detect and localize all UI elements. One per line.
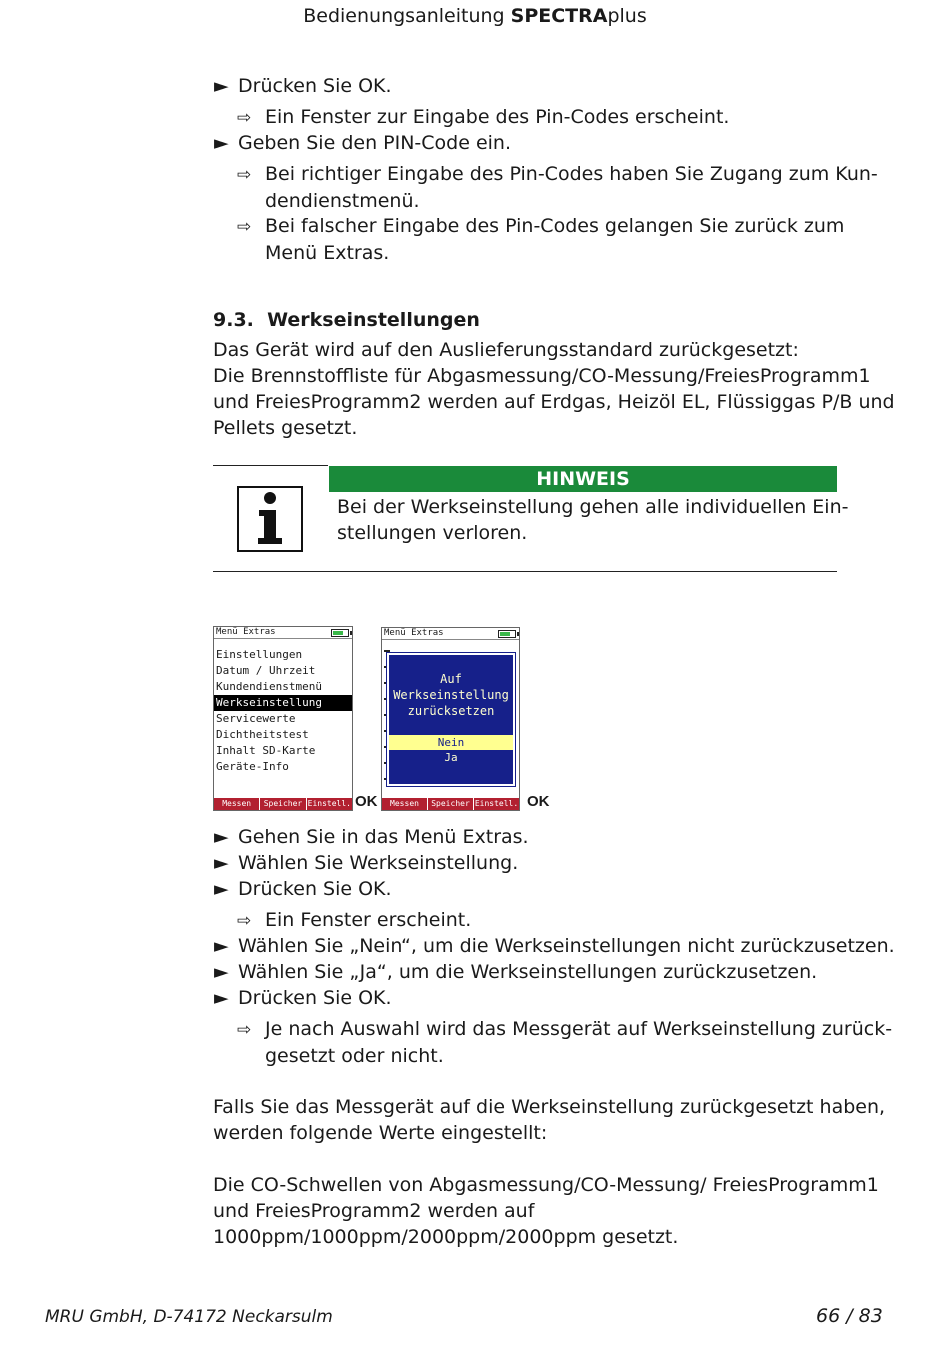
step-action: ► Geben Sie den PIN-Code ein. xyxy=(214,132,512,154)
dialog-message: Auf Werkseinstellung zurücksetzen xyxy=(393,672,509,718)
hinweis-text: Bei der Werkseinstellung gehen alle individuellen Ein- stellungen verloren. xyxy=(337,496,849,544)
result-arrow-icon: ⇨ xyxy=(237,108,252,128)
battery-icon xyxy=(498,630,516,638)
divider xyxy=(213,571,837,572)
step-action: ► Wählen Sie „Ja“, um die Werkseinstellungen zurückzusetzen. xyxy=(214,961,818,983)
result-arrow-icon: ⇨ xyxy=(237,1020,252,1040)
menu-item[interactable]: Datum / Uhrzeit xyxy=(216,664,316,677)
option-nein[interactable]: Nein xyxy=(389,735,513,750)
result-arrow-icon: ⇨ xyxy=(237,911,252,931)
dialog-options xyxy=(389,735,513,765)
softkey-messen[interactable]: Messen xyxy=(382,798,428,810)
ok-label: OK xyxy=(527,793,550,810)
footer-company: MRU GmbH, D-74172 Neckarsulm xyxy=(45,1307,333,1327)
action-arrow-icon: ► xyxy=(214,132,229,154)
softkey-speicher[interactable]: Speicher xyxy=(428,798,474,810)
step-result: ⇨ Je nach Auswahl wird das Messgerät auf Werkseinstellung zurück- gesetzt oder nicht. xyxy=(237,1018,893,1067)
ok-label: OK xyxy=(355,793,378,810)
section-heading: 9.3. Werkseinstellungen xyxy=(213,309,480,331)
option-ja[interactable]: Ja xyxy=(444,751,458,764)
action-arrow-icon: ► xyxy=(214,878,229,900)
action-arrow-icon: ► xyxy=(214,961,229,983)
softkey-einstell[interactable]: Einstell. xyxy=(474,799,519,808)
paragraph-reset-info: Falls Sie das Messgerät auf die Werkseinstellung zurückgesetzt haben, werden folgende Werte eingestellt: xyxy=(213,1096,886,1144)
info-i-icon xyxy=(237,486,303,552)
menu-list xyxy=(214,647,352,775)
battery-icon xyxy=(331,629,349,637)
confirm-dialog xyxy=(387,653,515,786)
softkey-messen[interactable]: Messen xyxy=(214,798,260,810)
menu-item[interactable]: Inhalt SD-Karte xyxy=(216,744,316,757)
page-number: 66 / 83 xyxy=(816,1305,883,1327)
softkey-speicher[interactable]: Speicher xyxy=(260,798,306,810)
screen-title: Menü Extras xyxy=(382,628,519,640)
brand-name: SPECTRA xyxy=(510,5,608,27)
action-arrow-icon: ► xyxy=(214,75,229,97)
page-header: Bedienungsanleitung SPECTRAplus xyxy=(303,5,647,27)
divider xyxy=(213,465,328,466)
action-arrow-icon: ► xyxy=(214,852,229,874)
menu-item[interactable]: Geräte-Info xyxy=(216,760,289,773)
action-arrow-icon: ► xyxy=(214,935,229,957)
menu-item-selected[interactable]: Werkseinstellung xyxy=(214,695,352,711)
softkey-bar xyxy=(382,798,519,810)
result-arrow-icon: ⇨ xyxy=(237,165,252,185)
result-arrow-icon: ⇨ xyxy=(237,217,252,237)
menu-item[interactable]: Einstellungen xyxy=(216,648,303,661)
device-screen-dialog xyxy=(381,627,520,811)
section-paragraph: Das Gerät wird auf den Auslieferungsstandard zurückgesetzt: Die Brennstoffliste für Abgasmessung/CO-Messung/FreiesProgramm1 und FreiesProgramm2 werden auf Erdgas, Heizöl EL, Flüssiggas P/B und Pellets gesetzt. xyxy=(213,339,895,439)
softkey-einstell[interactable]: Einstell. xyxy=(307,799,351,808)
step-action: ► Drücken Sie OK. xyxy=(214,75,392,97)
paragraph-co-thresholds: Die CO-Schwellen von Abgasmessung/CO-Messung/ FreiesProgramm1 und FreiesProgramm2 werden auf 1000ppm/1000ppm/2000ppm/2000ppm gesetzt. xyxy=(213,1174,879,1248)
step-action: ► Drücken Sie OK. xyxy=(214,987,392,1009)
softkey-bar xyxy=(214,798,352,810)
step-result: ⇨ Bei falscher Eingabe des Pin-Codes gelangen Sie zurück zum Menü Extras. xyxy=(237,215,845,264)
step-result: ⇨ Ein Fenster erscheint. xyxy=(237,907,471,934)
action-arrow-icon: ► xyxy=(214,826,229,848)
step-action: ► Drücken Sie OK. xyxy=(214,878,392,900)
step-result: ⇨ Ein Fenster zur Eingabe des Pin-Codes erscheint. xyxy=(237,104,729,131)
screen-title: Menü Extras xyxy=(214,627,352,639)
menu-item[interactable]: Servicewerte xyxy=(216,712,296,725)
action-arrow-icon: ► xyxy=(214,987,229,1009)
hinweis-bar: HINWEIS xyxy=(329,466,837,492)
device-screen-menu xyxy=(213,626,353,811)
step-result: ⇨ Bei richtiger Eingabe des Pin-Codes haben Sie Zugang zum Kun- dendienstmenü. xyxy=(237,163,878,212)
menu-item[interactable]: Kundendienstmenü xyxy=(216,680,322,693)
step-action: ► Gehen Sie in das Menü Extras. xyxy=(214,826,529,848)
step-action: ► Wählen Sie Werkseinstellung. xyxy=(214,852,519,874)
menu-item[interactable]: Dichtheitstest xyxy=(216,728,309,741)
step-action: ► Wählen Sie „Nein“, um die Werkseinstellungen nicht zurückzusetzen. xyxy=(214,935,895,957)
